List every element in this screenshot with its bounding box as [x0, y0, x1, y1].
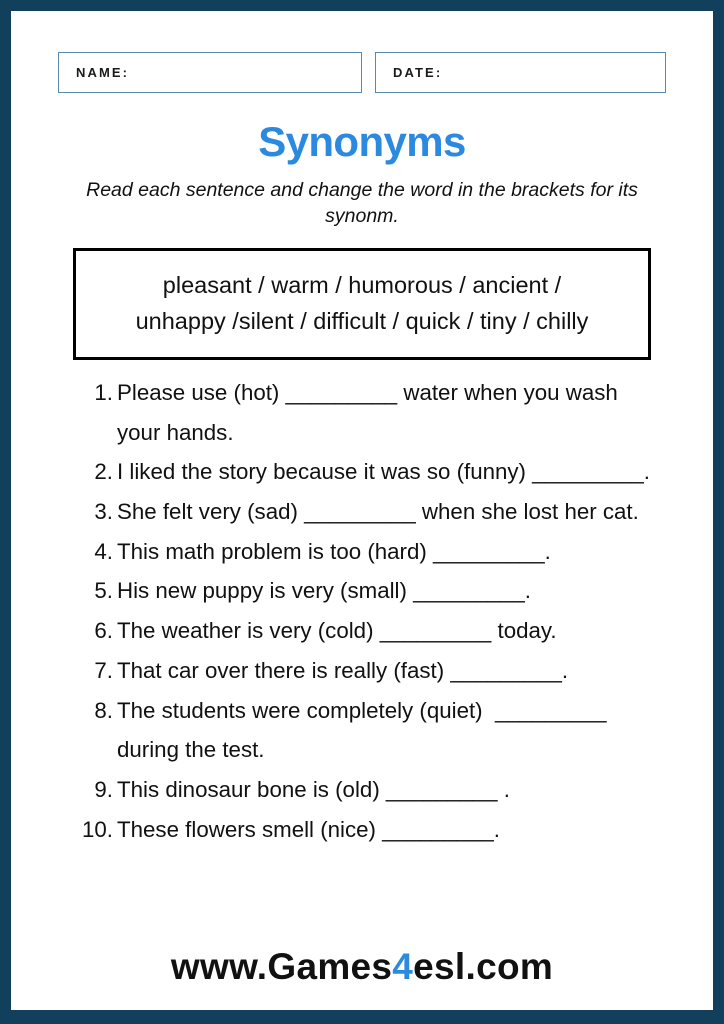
question-number: 4. [94, 538, 113, 564]
instructions-text: Read each sentence and change the word in the brackets for its synonm. [86, 179, 638, 227]
question-text[interactable]: The weather is very (cold) _________ today. [117, 618, 557, 644]
word-bank-box [73, 248, 651, 360]
name-label: NAME: [76, 65, 130, 80]
question-number: 10. [82, 816, 113, 842]
worksheet-sheet [11, 11, 713, 1010]
question-text[interactable]: The students were completely (quiet) _________ during the test. [117, 697, 613, 763]
word-bank-line-2: unhappy /silent / difficult / quick / tiny / chilly [135, 308, 589, 334]
question-number: 1. [94, 380, 113, 405]
student-info-row [58, 52, 666, 93]
question-item [81, 810, 651, 850]
question-number: 6. [94, 618, 113, 644]
branding-accent: 4 [392, 946, 414, 987]
branding-prefix: www.Games [170, 946, 393, 987]
date-label: DATE: [393, 65, 443, 80]
question-list [81, 373, 651, 849]
question-number: 7. [94, 657, 113, 683]
question-number: 8. [94, 697, 113, 723]
question-item [81, 691, 651, 770]
question-text[interactable]: Please use (hot) _________ water when you wash your hands. [117, 380, 624, 445]
question-number: 3. [94, 499, 113, 525]
question-number: 2. [94, 459, 113, 485]
question-item [81, 492, 651, 532]
name-field[interactable] [58, 52, 362, 93]
question-item [81, 532, 651, 572]
question-text[interactable]: This math problem is too (hard) _________. [117, 538, 551, 564]
branding-suffix: esl.com [413, 946, 554, 987]
question-item [81, 373, 651, 452]
question-text[interactable]: That car over there is really (fast) _________. [117, 657, 569, 683]
site-branding [11, 946, 713, 988]
question-item [81, 770, 651, 810]
question-text[interactable]: I liked the story because it was so (funny) _________. [117, 459, 650, 485]
question-item [81, 611, 651, 651]
date-field[interactable] [375, 52, 666, 93]
question-item [81, 571, 651, 611]
question-text[interactable]: This dinosaur bone is (old) _________ . [117, 776, 510, 802]
question-text[interactable]: These flowers smell (nice) _________. [117, 816, 500, 842]
question-text[interactable]: His new puppy is very (small) _________. [117, 578, 531, 604]
question-number: 9. [94, 776, 113, 802]
question-item [81, 452, 651, 492]
word-bank-text [126, 268, 599, 339]
question-number: 5. [94, 578, 113, 604]
question-item [81, 651, 651, 691]
page-title: Synonyms [258, 118, 466, 165]
question-text[interactable]: She felt very (sad) _________ when she lost her cat. [117, 499, 639, 525]
word-bank-line-1: pleasant / warm / humorous / ancient / [162, 272, 562, 299]
